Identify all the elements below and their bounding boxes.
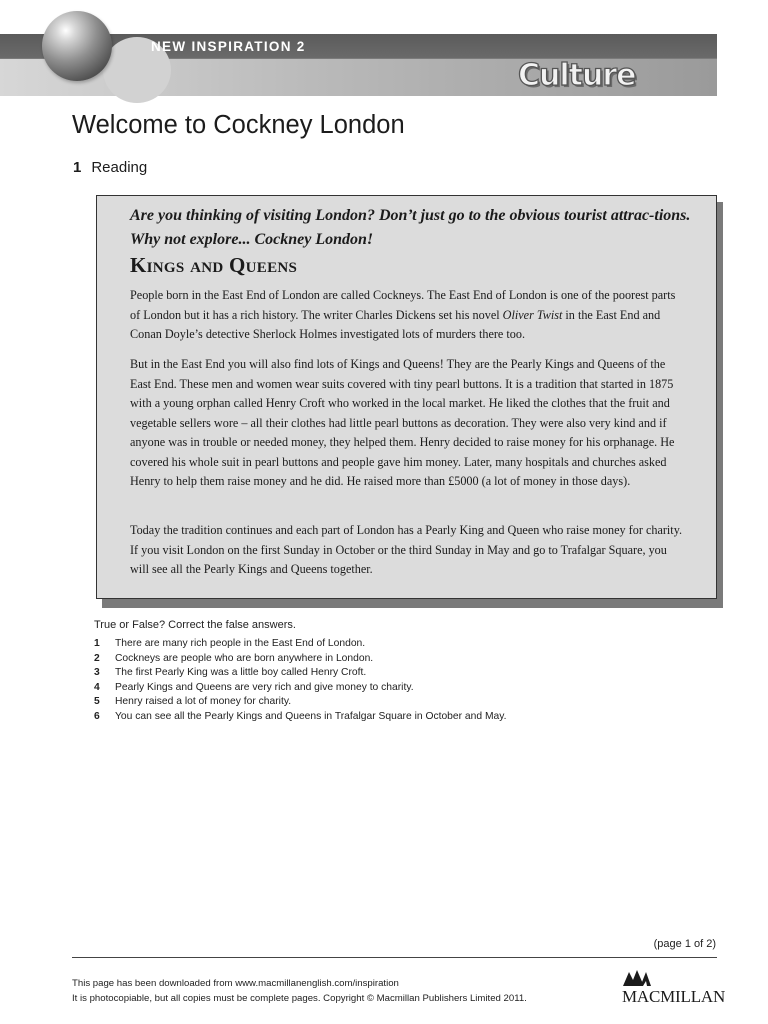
paragraph-1-text-end: in the East End and Conan Doyle’s detective Sherlock Holmes investigated lots of murders there too.: [130, 307, 661, 341]
question-text: You can see all the Pearly Kings and Queens in Trafalgar Square in October and May.: [115, 710, 507, 722]
download-source-line: This page has been downloaded from www.macmillanenglish.com/inspiration: [72, 978, 399, 989]
question-number: 4: [94, 681, 100, 693]
macmillan-logo-icon: [622, 967, 652, 987]
question-text: Cockneys are people who are born anywhere in London.: [115, 652, 374, 664]
reading-paragraph-3: Today the tradition continues and each part of London has a Pearly King and Queen who raise money for charity. If you visit London on the first Sunday in October or the third Sunday in May and go to Trafalgar Square, you will see all the Pearly Kings and Queens together.: [130, 523, 683, 576]
question-text: Henry raised a lot of money for charity.: [115, 696, 292, 707]
question-number: 2: [94, 652, 100, 664]
question-item: [94, 710, 507, 725]
question-number: 1: [94, 638, 100, 649]
reading-paragraph-2: But in the East End you will also find lots of Kings and Queens! They are the Pearly Kings and Queens of the East End. These men and women wear suits covered with tiny pearl buttons. It is a tradition that started in 1875 with a young orphan called Henry Croft who worked in the local market. He liked the clothes that the fruit and vegetable sellers wore – all their clothes had little pearl buttons as decoration. They were also very kind and if anyone was in trouble or needed money, they helped them. Henry decided to raise money for his orphanage. He covered his whole suit in pearl buttons and people gave him money. Later, many hospitals and churches asked Henry to help them raise money and he did. He raised more than £5000 (a lot of money in those days).: [130, 357, 675, 488]
footer-divider: [72, 957, 717, 958]
reading-paragraph-1: [130, 286, 686, 345]
reading-intro: Are you thinking of visiting London? Don’t just go to the obvious tourist attrac-tions. Why not explore... Cockney London!: [130, 207, 691, 248]
question-number: 5: [94, 696, 100, 707]
question-number: 3: [94, 667, 100, 678]
section-number: 1: [73, 159, 82, 176]
question-text: There are many rich people in the East End of London.: [115, 638, 366, 649]
reading-title: Kings and Queens: [130, 253, 298, 277]
exercise-instruction: True or False? Correct the false answers.: [94, 619, 296, 631]
copyright-line: It is photocopiable, but all copies must be complete pages. Copyright © Macmillan Publishers Limited 2011.: [72, 992, 527, 1004]
question-text: The first Pearly King was a little boy called Henry Croft.: [115, 667, 367, 678]
culture-section-logo: Culture: [518, 58, 636, 93]
page-indicator: (page 1 of 2): [653, 938, 716, 950]
novel-title: Oliver Twist: [502, 307, 563, 322]
question-item: [94, 637, 507, 652]
question-item: [94, 681, 507, 696]
macmillan-logo-text: MACMILLAN: [622, 987, 726, 1006]
section-heading: [73, 159, 147, 176]
question-text: Pearly Kings and Queens are very rich and give money to charity.: [115, 681, 414, 693]
question-item: [94, 695, 507, 710]
question-item: [94, 666, 507, 681]
sphere-decoration: [42, 11, 112, 81]
series-title: NEW INSPIRATION 2: [151, 39, 306, 54]
question-number: 6: [94, 710, 100, 722]
footer-notice: [72, 977, 527, 1006]
paragraph-1-text-start: People born in the East End of London are called Cockneys. The East End of London is one of the poorest parts of London but it has a rich history. The writer Charles Dickens set his novel: [130, 288, 676, 322]
page-title: Welcome to Cockney London: [72, 111, 405, 139]
question-item: [94, 652, 507, 667]
question-list: [94, 637, 507, 724]
section-label: Reading: [91, 159, 148, 176]
